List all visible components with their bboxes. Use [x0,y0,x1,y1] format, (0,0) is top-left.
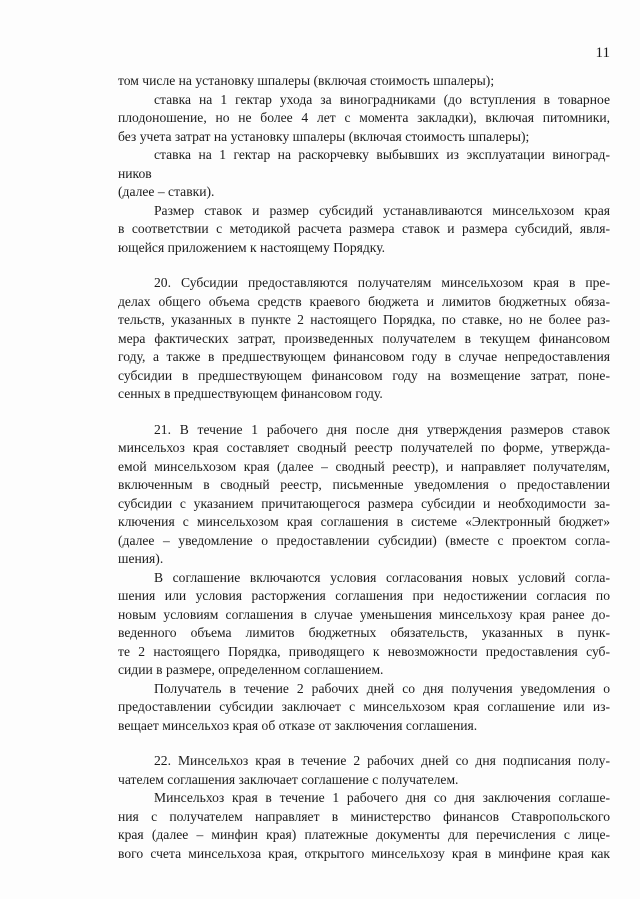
text-line: (далее – уведомление о предоставлении субсидии) (вместе с проектом согла- [118,532,610,548]
text-line: вого счета минсельхоза края, открытого минсельхозу края в минфине края как [118,845,610,861]
text-line: Получатель в течение 2 рабочих дней со дня получения уведомления о [154,680,610,696]
text-line: без учета затрат на установку шпалеры (включая стоимость шпалеры); [118,128,530,144]
text-line: чателем соглашения заключает соглашение с получателем. [118,771,459,787]
text-line: ников [118,165,152,181]
text-line: мера фактических затрат, произведенных получателем в текущем финансовом [118,330,610,346]
text-line: 22. Минсельхоз края в течение 2 рабочих дней со дня подписания полу- [154,753,610,768]
paragraph-gap [118,257,610,274]
paragraph-gap [118,735,610,752]
paragraph-p11 [118,789,610,863]
text-line: том числе на установку шпалеры (включая стоимость шпалеры); [118,73,495,88]
paragraph-p10 [118,752,610,789]
paragraph-p5 [118,202,610,258]
text-line: шения или условия расторжения соглашения при недостижении согласия по [118,588,610,603]
text-line: включенным в сводный реестр, письменные уведомления о предоставлении [118,477,610,492]
text-line: Минсельхоз края в течение 1 рабочего дня со дня заключения соглаше- [154,790,610,805]
text-line: минсельхоз края составляет сводный реестр получателей по форме, утвержда- [118,440,610,455]
text-line: в соответствии с методикой расчета размера ставок и размера субсидий, явля- [118,221,610,236]
paragraph-p6 [118,274,610,404]
page-number: 11 [595,45,610,61]
paragraph-p4 [118,183,610,202]
text-line: предоставлении субсидии заключает с минсельхозом края соглашение или из- [118,699,610,714]
text-line: субсидии с указанием причитающегося размера субсидии и необходимости за- [118,495,610,511]
text-line: вещает минсельхоз края об отказе от заключения соглашения. [118,717,478,733]
text-line: ющейся приложением к настоящему Порядку. [118,239,386,255]
paragraph-p3 [118,146,610,183]
text-line: (далее – ставки). [118,184,215,199]
paragraph-p8 [118,569,610,680]
paragraph-p9 [118,680,610,736]
text-line: ключения с минсельхозом края соглашения в системе «Электронный бюджет» [118,514,610,529]
text-line: субсидии в предшествующем финансовом году на возмещение затрат, поне- [118,367,610,383]
text-line: делах общего объема средств краевого бюджета и лимитов бюджетных обяза- [118,293,610,309]
text-line: сенных в предшествующем финансовом году. [118,386,383,401]
text-line: емой минсельхозом края (далее – сводный реестр), и направляет получателям, [118,458,610,474]
text-line: ставка на 1 гектар ухода за виноградниками (до вступления в товарное [154,91,610,107]
text-line: сидии в размере, определенном соглашением. [118,662,384,677]
text-line: 21. В течение 1 рабочего дня после дня утверждения размеров ставок [154,421,610,437]
paragraph-gap [118,404,610,421]
text-line: плодоношение, но не более 4 лет с момента закладки), включая питомники, [118,110,610,125]
text-line: новым условиям соглашения в случае уменьшения минсельхозу края ранее до- [118,606,610,622]
text-line: ставка на 1 гектар на раскорчевку выбывших из эксплуатации виноград- [154,147,610,162]
text-line: тельств, указанных в пункте 2 настоящего Порядка, по ставке, но не более раз- [118,312,610,327]
text-line: края (далее – минфин края) платежные документы для перечисления с лице- [118,827,610,842]
text-line: веденного объема лимитов бюджетных обязательств, указанных в пунк- [118,625,610,640]
text-line: ния с получателем направляет в министерство финансов Ставропольского [118,808,610,824]
text-line: те 2 настоящего Порядка, приводящего к невозможности предоставления суб- [118,643,610,659]
text-line: шения). [118,551,164,566]
document-body [118,72,610,863]
text-line: году, а также в предшествующем финансовом году в случае непредоставления [118,349,610,364]
paragraph-p7 [118,421,610,569]
paragraph-p1 [118,72,610,91]
text-line: 20. Субсидии предоставляются получателям минсельхозом края в пре- [154,275,610,290]
text-line: В соглашение включаются условия согласования новых условий согла- [154,569,610,585]
paragraph-p2 [118,91,610,147]
text-line: Размер ставок и размер субсидий устанавливаются минсельхозом края [154,202,610,218]
